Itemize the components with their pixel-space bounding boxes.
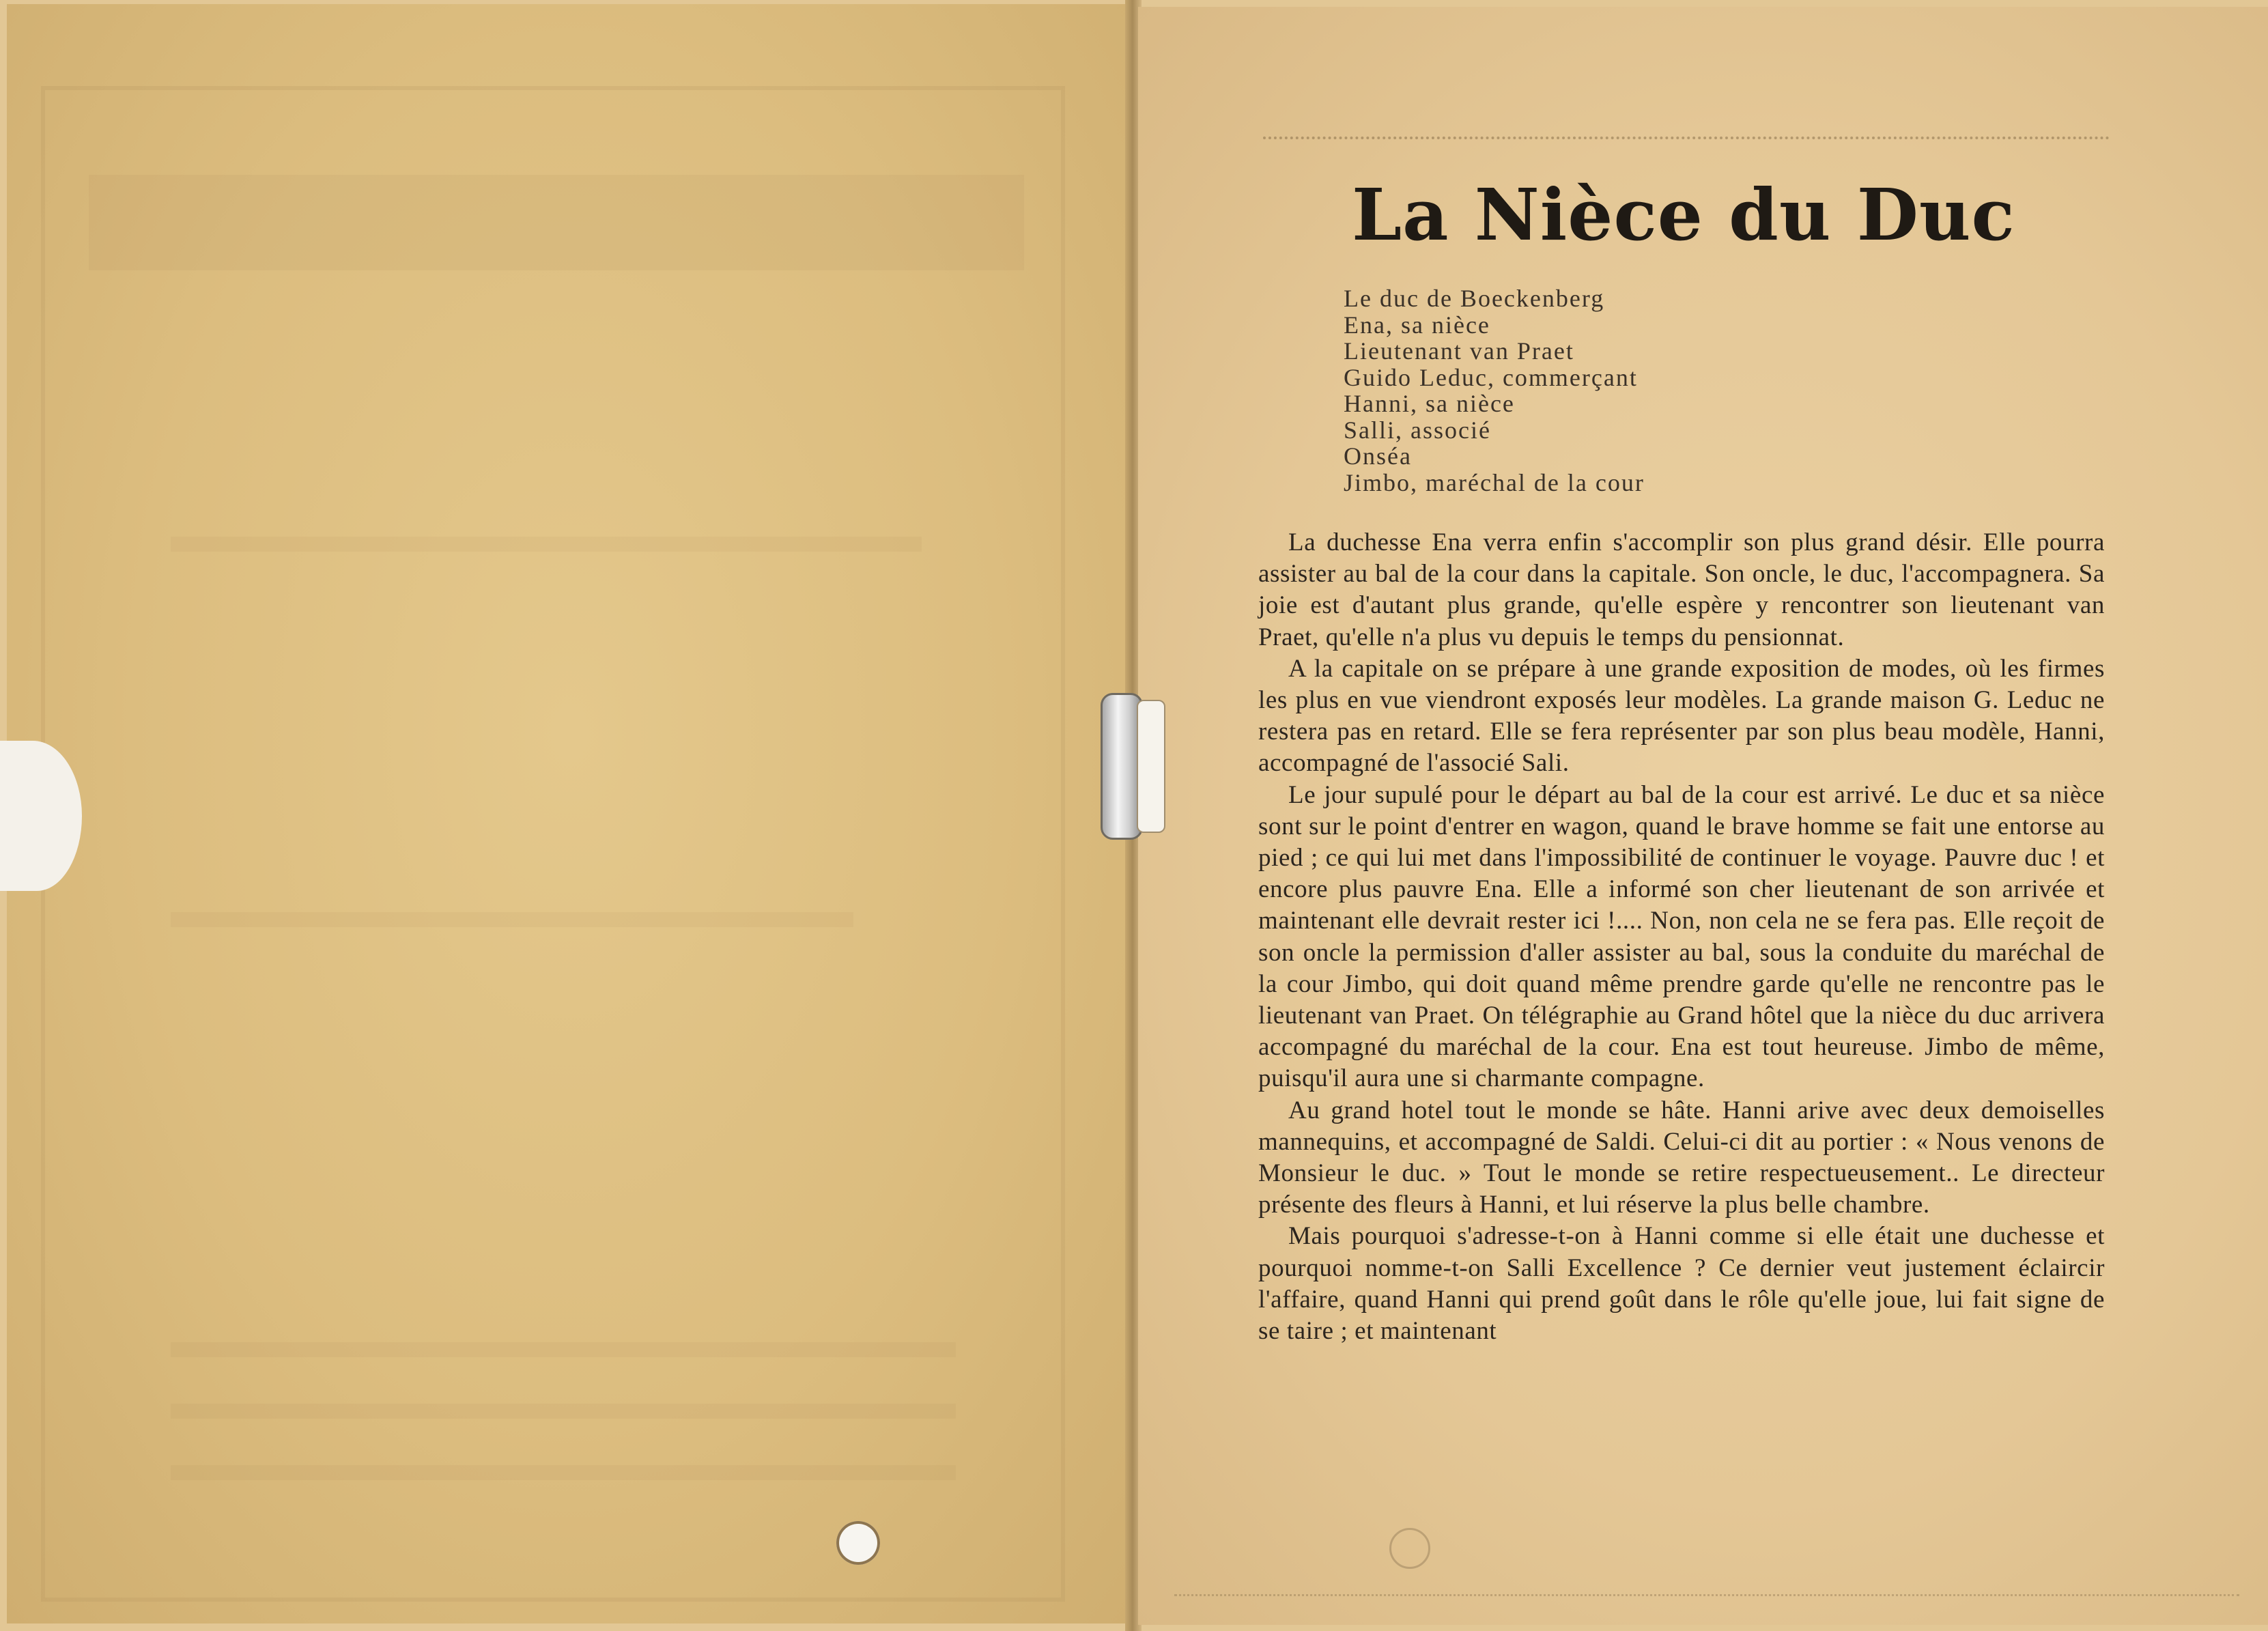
- faint-stamp-mark: [1065, 758, 1092, 1161]
- staple-binding-back: [1137, 700, 1165, 833]
- ring-stain: [1389, 1528, 1430, 1569]
- cast-item: Hanni, sa nièce: [1344, 390, 1515, 417]
- cast-item: Lieutenant van Praet: [1344, 337, 1574, 365]
- punch-hole: [836, 1521, 880, 1565]
- ornamental-border: [1263, 137, 2110, 145]
- show-through-line: [171, 1465, 956, 1480]
- show-through-frame: [41, 86, 1065, 1602]
- cast-list: [1344, 285, 1645, 496]
- cast-item: Salli, associé: [1344, 416, 1491, 444]
- ornamental-bottom-border: [1174, 1594, 2239, 1599]
- show-through-line: [171, 912, 853, 927]
- cast-item: Jimbo, maréchal de la cour: [1344, 468, 1645, 496]
- paragraph: Au grand hotel tout le monde se hâte. Hanni arive avec deux demoiselles mannequins, et accompagné de Saldi. Celui-ci dit au portier : « Nous venons de Monsieur le duc. » Tout le monde se retire respectueusement.. Le directeur présente des fleurs à Hanni, et lui réserve la plus belle chambre.: [1258, 1096, 2105, 1219]
- document-title: La Nièce du Duc: [1352, 173, 2015, 257]
- synopsis-text: [1258, 527, 2105, 1347]
- show-through-line: [171, 537, 922, 552]
- cast-item: Ena, sa nièce: [1344, 311, 1490, 339]
- paragraph: Mais pourquoi s'adresse-t-on à Hanni comme si elle était une duchesse et pourquoi nomme-t-on Salli Excellence ? Ce dernier veut justement éclaircir l'affaire, quand Hanni qui prend goût dans le rôle qu'elle joue, lui fait signe de se taire ; et maintenant: [1258, 1222, 2105, 1346]
- paragraph: La duchesse Ena verra enfin s'accomplir son plus grand désir. Elle pourra assister au bal de la cour dans la capitale. Son oncle, le duc, l'accompagnera. Sa joie est d'autant plus grande, qu'elle espère y rencontrer son lieutenant van Praet, qu'elle n'a plus vu depuis le temps du pensionnat.: [1258, 528, 2105, 651]
- paragraph: Le jour supulé pour le départ au bal de la cour est arrivé. Le duc et sa nièce sont sur le point d'entrer en wagon, quand le brave homme se fait une entorse au pied ; ce qui lui met dans l'impossibilité de continuer le voyage. Pauvre duc ! et encore plus pauvre Ena. Elle a informé son cher lieutenant de son arrivée et maintenant elle devrait rester ici !.... Non, non cela ne se fera pas. Elle reçoit de son oncle la permission d'aller assister au bal, sous la conduite du maréchal de la cour Jimbo, qui doit quand même prendre garde qu'elle ne rencontre pas le lieutenant van Praet. On télégraphie au Grand hôtel que la nièce du duc arrivera accompagné du maréchal de la cour. Ena est tout heureuse. Jimbo de même, puisqu'il aura une si charmante compagne.: [1258, 780, 2105, 1093]
- show-through-line: [171, 1404, 956, 1419]
- cast-item: Guido Leduc, commerçant: [1344, 363, 1638, 391]
- left-page-blank: [7, 4, 1135, 1623]
- cast-item: Onséa: [1344, 442, 1412, 470]
- cast-item: Le duc de Boeckenberg: [1344, 285, 1605, 312]
- show-through-title-band: [89, 175, 1024, 270]
- show-through-line: [171, 1342, 956, 1357]
- paragraph: A la capitale on se prépare à une grande exposition de modes, où les firmes les plus en vue viendront exposés leur modèles. La grande maison G. Leduc ne restera pas en retard. Elle se fera représenter par son plus beau modèle, Hanni, accompagné de l'associé Sali.: [1258, 654, 2105, 778]
